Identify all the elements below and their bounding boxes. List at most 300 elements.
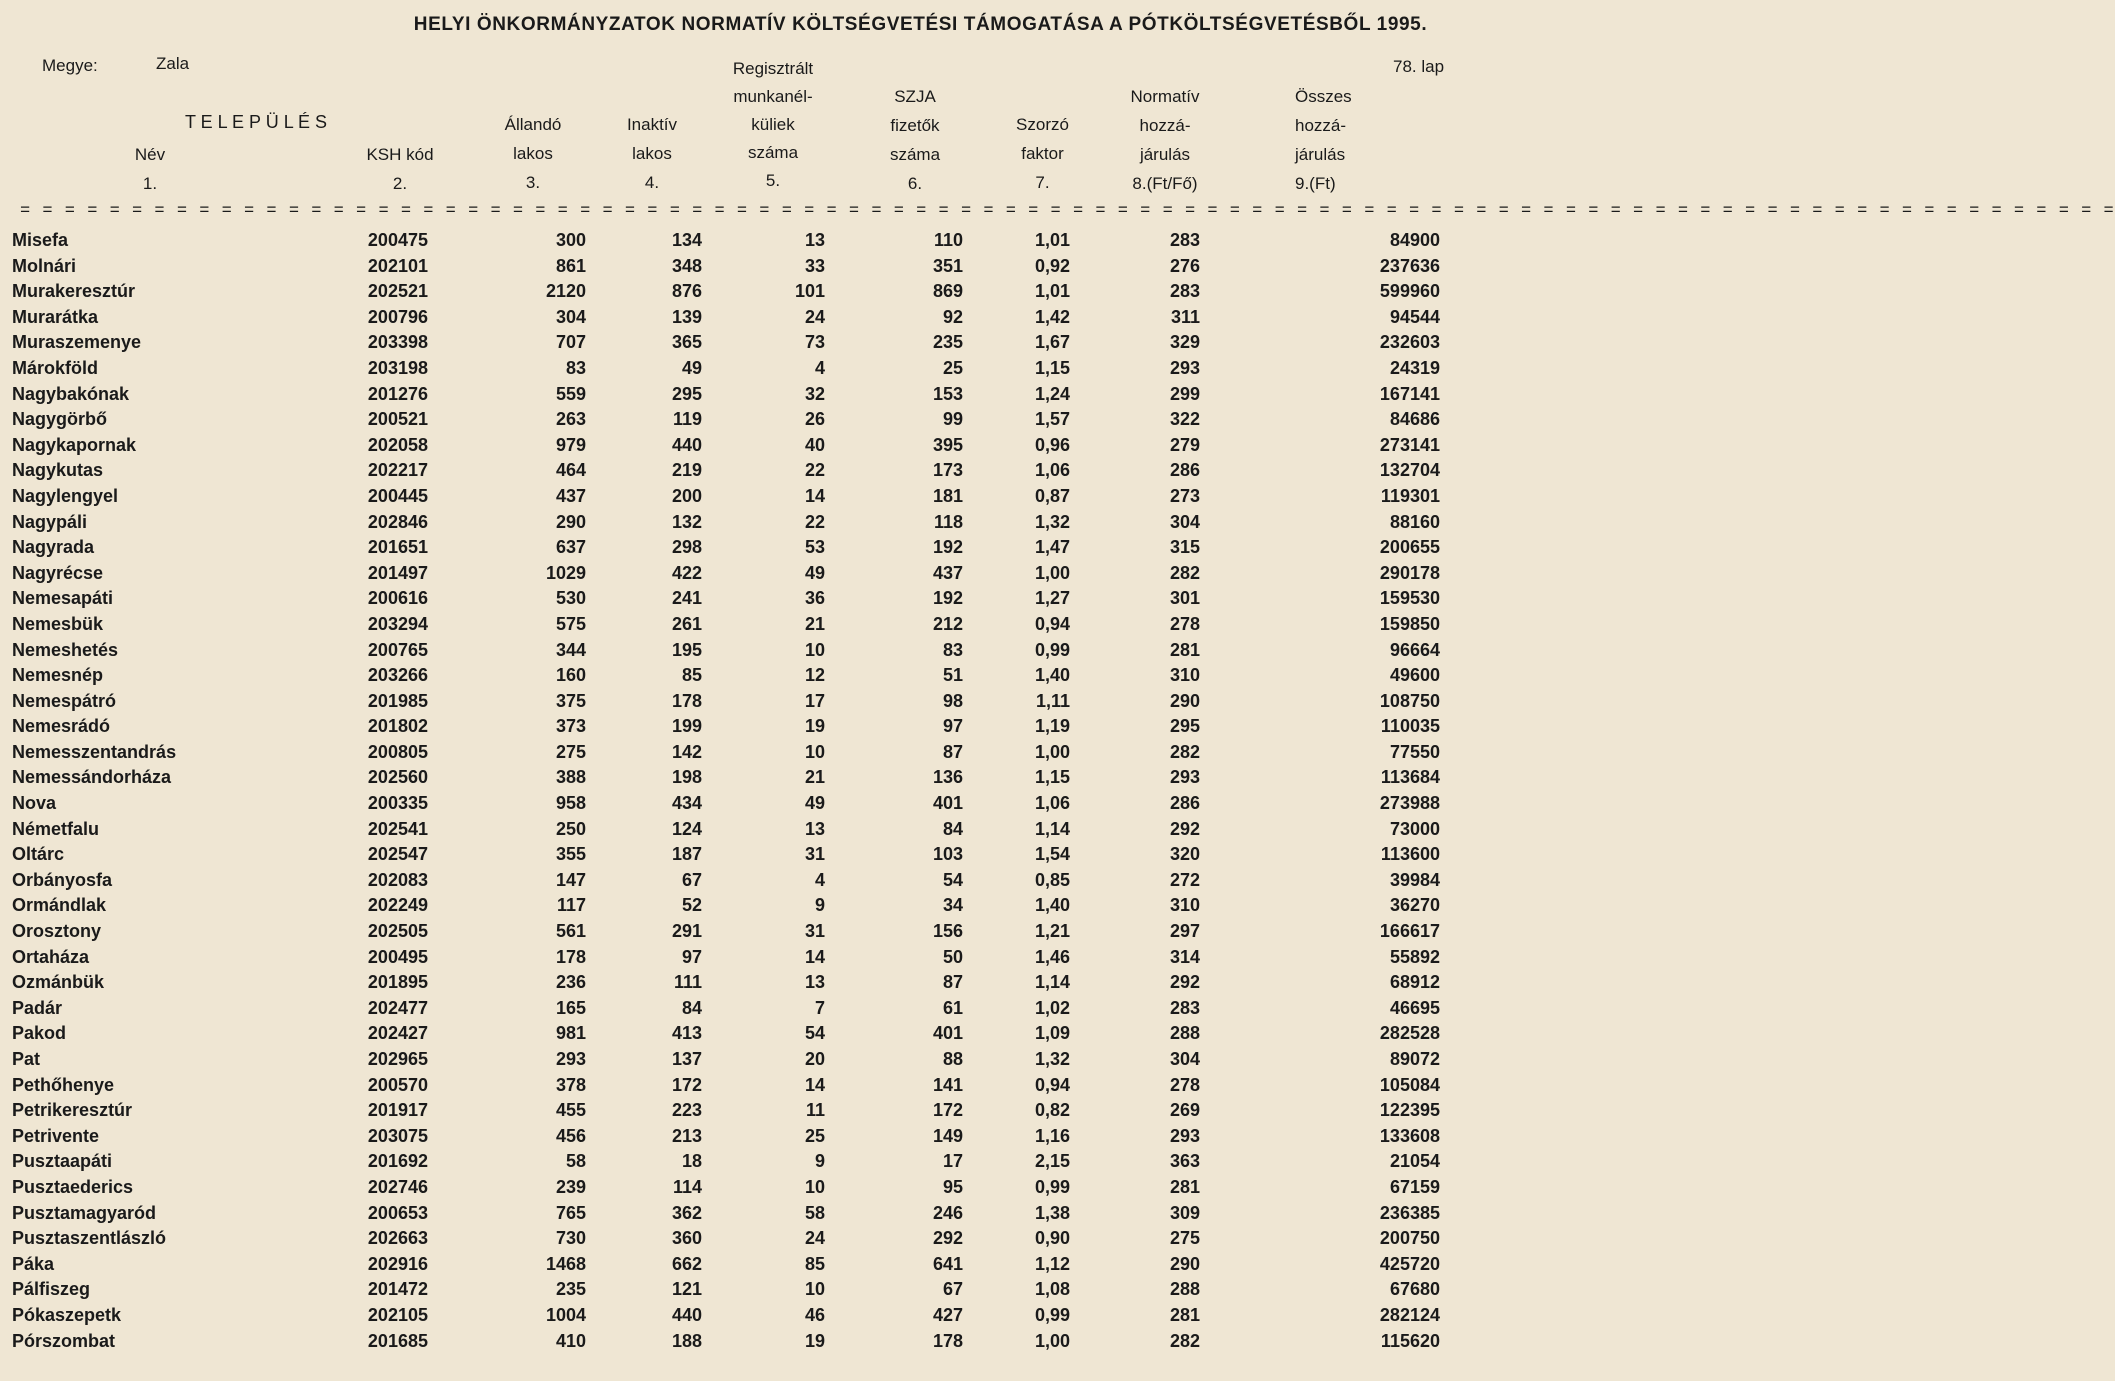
cell-ossz: 232603 — [1379, 332, 1440, 353]
cell-allando: 178 — [555, 946, 586, 967]
table-row — [0, 1254, 1571, 1280]
cell-norm: 292 — [1169, 972, 1200, 993]
cell-szorzo: 1,67 — [1034, 332, 1070, 353]
cell-name: Pusztamagyaród — [12, 1202, 157, 1223]
cell-szorzo: 1,32 — [1034, 511, 1070, 532]
cell-inaktiv: 200 — [671, 485, 702, 506]
table-row — [0, 1075, 1571, 1101]
table-row — [0, 998, 1571, 1024]
cell-norm: 293 — [1169, 357, 1200, 378]
cell-szorzo: 1,38 — [1034, 1202, 1070, 1223]
cell-norm: 283 — [1169, 997, 1200, 1018]
cell-ksh: 201895 — [367, 972, 428, 993]
cell-szorzo: 0,87 — [1034, 485, 1070, 506]
cell-szja: 141 — [932, 1074, 963, 1095]
table-row — [0, 870, 1571, 896]
header-nev: Név 1. — [134, 145, 166, 193]
cell-norm: 310 — [1169, 665, 1200, 686]
cell-szorzo: 0,99 — [1034, 1176, 1070, 1197]
cell-ksh: 202916 — [367, 1253, 428, 1274]
cell-munk: 26 — [804, 409, 825, 430]
cell-inaktiv: 137 — [671, 1049, 702, 1069]
cell-szorzo: 1,06 — [1034, 793, 1070, 814]
cell-ossz: 133608 — [1379, 1125, 1440, 1146]
cell-munk: 24 — [804, 306, 825, 327]
page-title: HELYI ÖNKORMÁNYZATOK NORMATÍV KÖLTSÉGVETÉSI TÁMOGATÁSA A PÓTKÖLTSÉGVETÉSBŐL 1995. — [413, 14, 1428, 35]
cell-szorzo: 0,82 — [1034, 1100, 1070, 1121]
cell-munk: 10 — [804, 741, 825, 762]
cell-ksh: 203075 — [367, 1125, 428, 1146]
cell-name: Orosztony — [12, 921, 102, 942]
cell-norm: 314 — [1169, 946, 1200, 967]
cell-name: Oltárc — [12, 844, 65, 865]
cell-munk: 4 — [814, 869, 825, 890]
cell-inaktiv: 440 — [671, 434, 702, 455]
cell-allando: 293 — [555, 1049, 586, 1069]
cell-munk: 46 — [804, 1304, 825, 1325]
cell-norm: 281 — [1169, 1176, 1200, 1197]
cell-munk: 54 — [804, 1023, 825, 1044]
cell-szja: 178 — [932, 1330, 963, 1351]
cell-ossz: 36270 — [1389, 895, 1440, 916]
cell-ossz: 21054 — [1389, 1151, 1440, 1172]
table-row — [0, 588, 1571, 614]
cell-ossz: 96664 — [1389, 639, 1440, 660]
cell-szorzo: 0,94 — [1034, 1074, 1070, 1095]
cell-norm: 276 — [1169, 255, 1200, 276]
table-row — [0, 537, 1571, 563]
cell-munk: 20 — [804, 1049, 825, 1069]
cell-szja: 84 — [942, 818, 963, 839]
cell-name: Pókaszepetk — [12, 1304, 122, 1325]
cell-norm: 283 — [1169, 281, 1200, 302]
cell-ossz: 49600 — [1389, 665, 1440, 686]
cell-munk: 22 — [804, 511, 825, 532]
cell-szorzo: 1,15 — [1034, 767, 1070, 788]
cell-allando: 559 — [555, 383, 586, 404]
cell-szja: 437 — [932, 562, 963, 583]
cell-allando: 263 — [555, 409, 586, 430]
cell-munk: 33 — [804, 255, 825, 276]
cell-munk: 11 — [805, 1100, 825, 1121]
cell-inaktiv: 223 — [671, 1100, 702, 1121]
cell-szja: 99 — [942, 409, 963, 430]
cell-norm: 282 — [1169, 562, 1200, 583]
cell-munk: 24 — [804, 1228, 825, 1249]
cell-szja: 401 — [932, 793, 963, 814]
cell-ossz: 119301 — [1380, 485, 1440, 506]
cell-szorzo: 1,11 — [1035, 690, 1070, 711]
cell-ksh: 203198 — [367, 357, 428, 378]
cell-ossz: 115620 — [1380, 1330, 1440, 1351]
cell-munk: 19 — [804, 1330, 825, 1351]
cell-ksh: 202560 — [367, 767, 428, 788]
cell-szorzo: 1,47 — [1034, 537, 1070, 558]
cell-inaktiv: 178 — [671, 690, 702, 711]
header-allando: Állandó lakos 3. — [504, 115, 562, 192]
cell-szorzo: 0,96 — [1034, 434, 1070, 455]
cell-norm: 281 — [1169, 1304, 1200, 1325]
cell-szorzo: 1,14 — [1034, 818, 1070, 839]
cell-szja: 103 — [932, 844, 963, 865]
cell-ossz: 167141 — [1379, 383, 1440, 404]
cell-ossz: 200655 — [1379, 537, 1440, 558]
cell-munk: 22 — [804, 460, 825, 481]
table-row — [0, 307, 1571, 333]
cell-szja: 192 — [932, 588, 963, 609]
cell-ksh: 200335 — [367, 793, 428, 814]
cell-ossz: 105084 — [1379, 1074, 1440, 1095]
cell-szorzo: 0,99 — [1034, 1304, 1070, 1325]
cell-munk: 31 — [804, 844, 825, 865]
cell-allando: 344 — [555, 639, 586, 660]
cell-ksh: 202505 — [367, 921, 428, 942]
cell-ksh: 201651 — [367, 537, 428, 558]
cell-ksh: 202521 — [367, 281, 428, 302]
cell-name: Pusztaederics — [12, 1176, 134, 1197]
cell-name: Ozmánbük — [12, 972, 105, 993]
cell-inaktiv: 365 — [671, 332, 702, 353]
cell-allando: 437 — [555, 485, 586, 506]
cell-szorzo: 1,27 — [1034, 588, 1070, 609]
cell-szorzo: 1,00 — [1034, 1330, 1070, 1351]
cell-munk: 9 — [814, 895, 825, 916]
cell-szja: 153 — [932, 383, 963, 404]
cell-ksh: 203266 — [367, 665, 428, 686]
cell-ksh: 200616 — [367, 588, 428, 609]
cell-name: Páka — [12, 1253, 55, 1274]
cell-szja: 173 — [932, 460, 963, 481]
cell-allando: 375 — [555, 690, 586, 711]
page-number: 78. lap — [1393, 57, 1445, 76]
cell-allando: 147 — [555, 869, 586, 890]
cell-szja: 641 — [932, 1253, 963, 1274]
cell-ksh: 202547 — [367, 844, 428, 865]
cell-allando: 1029 — [545, 562, 586, 583]
cell-ossz: 84686 — [1389, 409, 1440, 430]
cell-ossz: 24319 — [1389, 357, 1440, 378]
cell-szja: 351 — [932, 255, 963, 276]
cell-inaktiv: 348 — [671, 255, 702, 276]
cell-allando: 410 — [555, 1330, 586, 1351]
cell-name: Pakod — [12, 1023, 67, 1044]
cell-name: Ortaháza — [12, 946, 90, 967]
table-row — [0, 230, 1571, 256]
cell-ksh: 202249 — [367, 895, 428, 916]
cell-szja: 172 — [932, 1100, 963, 1121]
table-row — [0, 1305, 1571, 1331]
cell-ksh: 200521 — [367, 409, 428, 430]
cell-norm: 295 — [1169, 716, 1200, 737]
cell-szja: 25 — [942, 357, 963, 378]
cell-norm: 301 — [1169, 588, 1200, 609]
cell-allando: 355 — [555, 844, 586, 865]
cell-name: Pusztaapáti — [12, 1151, 113, 1172]
cell-norm: 304 — [1169, 1049, 1200, 1069]
table-row — [0, 742, 1571, 768]
cell-szorzo: 1,32 — [1034, 1049, 1070, 1069]
cell-ossz: 122395 — [1379, 1100, 1440, 1121]
cell-szja: 192 — [932, 537, 963, 558]
cell-inaktiv: 139 — [671, 306, 702, 327]
cell-inaktiv: 49 — [681, 357, 702, 378]
cell-allando: 373 — [555, 716, 586, 737]
cell-allando: 239 — [555, 1176, 586, 1197]
cell-ksh: 200765 — [367, 639, 428, 660]
cell-ksh: 203398 — [367, 332, 428, 353]
cell-norm: 272 — [1169, 869, 1200, 890]
cell-name: Misefa — [12, 230, 69, 250]
cell-norm: 286 — [1169, 460, 1200, 481]
cell-ksh: 200445 — [367, 485, 428, 506]
table-row — [0, 256, 1571, 282]
cell-norm: 293 — [1169, 767, 1200, 788]
cell-szorzo: 1,40 — [1034, 895, 1070, 916]
cell-inaktiv: 85 — [681, 665, 702, 686]
cell-munk: 31 — [804, 921, 825, 942]
cell-name: Nagylengyel — [12, 485, 119, 506]
cell-norm: 363 — [1169, 1151, 1200, 1172]
cell-norm: 297 — [1169, 921, 1200, 942]
header-normativ: Normatív hozzá- járulás 8.(Ft/Fő) — [1130, 87, 1200, 193]
cell-allando: 275 — [555, 741, 586, 762]
cell-inaktiv: 111 — [673, 972, 702, 993]
cell-allando: 160 — [555, 665, 586, 686]
cell-ksh: 202541 — [367, 818, 428, 839]
cell-ossz: 108750 — [1379, 690, 1440, 711]
cell-name: Nagypáli — [12, 511, 88, 532]
cell-szorzo: 0,94 — [1034, 613, 1070, 634]
cell-szja: 50 — [942, 946, 963, 967]
cell-szorzo: 0,92 — [1034, 255, 1070, 276]
table-row — [0, 895, 1571, 921]
cell-inaktiv: 199 — [671, 716, 702, 737]
cell-norm: 290 — [1169, 690, 1200, 711]
cell-ksh: 202101 — [367, 255, 428, 276]
cell-norm: 269 — [1169, 1100, 1200, 1121]
cell-inaktiv: 413 — [671, 1023, 702, 1044]
cell-ksh: 202105 — [367, 1304, 428, 1325]
table-row — [0, 563, 1571, 589]
cell-ossz: 89072 — [1389, 1049, 1440, 1069]
cell-allando: 1468 — [545, 1253, 586, 1274]
table-row — [0, 793, 1571, 819]
table-row — [0, 358, 1571, 384]
table-row — [0, 1126, 1571, 1152]
cell-name: Orbányosfa — [12, 869, 113, 890]
cell-szja: 51 — [942, 665, 963, 686]
cell-szorzo: 1,12 — [1034, 1253, 1070, 1274]
cell-name: Pórszombat — [12, 1330, 116, 1351]
cell-allando: 456 — [555, 1125, 586, 1146]
cell-szorzo: 1,09 — [1034, 1023, 1070, 1044]
cell-munk: 14 — [804, 485, 825, 506]
cell-allando: 235 — [555, 1279, 586, 1300]
header-osszes: Összes hozzá- járulás 9.(Ft) — [1295, 87, 1352, 193]
cell-norm: 279 — [1169, 434, 1200, 455]
table-row — [0, 1228, 1571, 1254]
cell-ossz: 282528 — [1379, 1023, 1440, 1044]
cell-allando: 765 — [555, 1202, 586, 1223]
table-row — [0, 819, 1571, 845]
cell-allando: 707 — [555, 332, 586, 353]
cell-ksh: 202477 — [367, 997, 428, 1018]
cell-szja: 110 — [933, 230, 963, 250]
cell-allando: 165 — [555, 997, 586, 1018]
cell-inaktiv: 67 — [681, 869, 702, 890]
cell-name: Nemeshetés — [12, 639, 119, 660]
table-row — [0, 1177, 1571, 1203]
cell-ossz: 67159 — [1389, 1176, 1440, 1197]
header-inaktiv: Inaktív lakos 4. — [626, 115, 678, 192]
cell-szorzo: 1,16 — [1034, 1125, 1070, 1146]
cell-ksh: 202746 — [367, 1176, 428, 1197]
cell-norm: 286 — [1169, 793, 1200, 814]
cell-ossz: 282124 — [1379, 1304, 1440, 1325]
cell-norm: 292 — [1169, 818, 1200, 839]
cell-szorzo: 1,02 — [1034, 997, 1070, 1018]
cell-name: Nagykutas — [12, 460, 104, 481]
cell-ksh: 202058 — [367, 434, 428, 455]
cell-ksh: 200475 — [367, 230, 428, 250]
cell-szja: 17 — [942, 1151, 963, 1172]
cell-szja: 87 — [942, 741, 963, 762]
cell-norm: 275 — [1169, 1228, 1200, 1249]
cell-name: Pálfiszeg — [12, 1279, 91, 1300]
table-row — [0, 409, 1571, 435]
cell-ksh: 201685 — [367, 1330, 428, 1351]
cell-allando: 979 — [555, 434, 586, 455]
cell-munk: 13 — [804, 230, 825, 250]
cell-ksh: 200570 — [367, 1074, 428, 1095]
cell-szorzo: 1,06 — [1034, 460, 1070, 481]
cell-name: Ormándlak — [12, 895, 107, 916]
cell-allando: 730 — [555, 1228, 586, 1249]
cell-name: Márokföld — [12, 357, 99, 378]
cell-name: Nagyrada — [12, 537, 95, 558]
cell-munk: 53 — [804, 537, 825, 558]
cell-szorzo: 1,15 — [1034, 357, 1070, 378]
cell-norm: 278 — [1169, 1074, 1200, 1095]
cell-szja: 97 — [942, 716, 963, 737]
cell-ksh: 200805 — [367, 741, 428, 762]
cell-allando: 117 — [556, 895, 586, 916]
cell-norm: 288 — [1169, 1279, 1200, 1300]
cell-szorzo: 1,42 — [1034, 306, 1070, 327]
cell-allando: 2120 — [545, 281, 586, 302]
cell-inaktiv: 213 — [671, 1125, 702, 1146]
cell-ksh: 201917 — [367, 1100, 428, 1121]
cell-inaktiv: 876 — [671, 281, 702, 302]
cell-ksh: 201497 — [367, 562, 428, 583]
cell-szja: 395 — [932, 434, 963, 455]
cell-munk: 7 — [814, 997, 825, 1018]
cell-allando: 981 — [555, 1023, 586, 1044]
cell-norm: 311 — [1170, 306, 1200, 327]
cell-munk: 85 — [804, 1253, 825, 1274]
cell-munk: 58 — [804, 1202, 825, 1223]
cell-ossz: 39984 — [1389, 869, 1440, 890]
cell-norm: 329 — [1169, 332, 1200, 353]
cell-ksh: 202663 — [367, 1228, 428, 1249]
cell-inaktiv: 97 — [681, 946, 702, 967]
cell-szja: 149 — [932, 1125, 963, 1146]
cell-allando: 575 — [555, 613, 586, 634]
cell-name: Petrivente — [12, 1125, 100, 1146]
cell-inaktiv: 295 — [671, 383, 702, 404]
cell-ksh: 201802 — [367, 716, 428, 737]
cell-name: Pethőhenye — [12, 1074, 115, 1095]
cell-allando: 464 — [555, 460, 586, 481]
cell-inaktiv: 434 — [671, 793, 702, 814]
cell-norm: 310 — [1169, 895, 1200, 916]
cell-szorzo: 2,15 — [1034, 1151, 1070, 1172]
cell-allando: 637 — [555, 537, 586, 558]
cell-norm: 290 — [1169, 1253, 1200, 1274]
table-row — [0, 972, 1571, 998]
cell-szja: 136 — [932, 767, 963, 788]
cell-szja: 67 — [942, 1279, 963, 1300]
cell-inaktiv: 84 — [681, 997, 702, 1018]
cell-inaktiv: 52 — [681, 895, 702, 916]
cell-munk: 10 — [804, 639, 825, 660]
cell-inaktiv: 132 — [671, 511, 702, 532]
cell-ossz: 425720 — [1379, 1253, 1440, 1274]
cell-inaktiv: 360 — [671, 1228, 702, 1249]
table-row — [0, 1151, 1571, 1177]
cell-norm: 281 — [1169, 639, 1200, 660]
cell-inaktiv: 440 — [671, 1304, 702, 1325]
cell-name: Nemesnép — [12, 665, 104, 686]
cell-inaktiv: 121 — [671, 1279, 702, 1300]
county-value: Zala — [156, 54, 190, 73]
cell-inaktiv: 18 — [681, 1151, 702, 1172]
cell-ossz: 94544 — [1389, 306, 1440, 327]
cell-allando: 304 — [555, 306, 586, 327]
cell-szja: 235 — [932, 332, 963, 353]
table-row — [0, 716, 1571, 742]
cell-name: Petrikeresztúr — [12, 1100, 133, 1121]
cell-allando: 290 — [555, 511, 586, 532]
cell-name: Molnári — [12, 255, 77, 276]
cell-szorzo: 1,14 — [1034, 972, 1070, 993]
cell-ossz: 46695 — [1389, 997, 1440, 1018]
county-label: Megye: — [42, 56, 98, 75]
cell-norm: 309 — [1169, 1202, 1200, 1223]
cell-ksh: 203294 — [367, 613, 428, 634]
cell-norm: 322 — [1169, 409, 1200, 430]
cell-inaktiv: 188 — [671, 1330, 702, 1351]
cell-inaktiv: 124 — [671, 818, 702, 839]
cell-name: Murakeresztúr — [12, 281, 136, 302]
table-row — [0, 1331, 1571, 1357]
cell-munk: 13 — [804, 972, 825, 993]
table-body — [0, 230, 1571, 1356]
table-row — [0, 1203, 1571, 1229]
cell-norm: 273 — [1169, 485, 1200, 506]
cell-szja: 156 — [932, 921, 963, 942]
cell-norm: 278 — [1169, 613, 1200, 634]
cell-ksh: 201472 — [367, 1279, 428, 1300]
header-szorzo: Szorzó faktor 7. — [1016, 115, 1069, 192]
cell-ksh: 200653 — [367, 1202, 428, 1223]
cell-szja: 401 — [932, 1023, 963, 1044]
cell-inaktiv: 172 — [671, 1074, 702, 1095]
cell-munk: 101 — [794, 281, 825, 302]
cell-allando: 861 — [555, 255, 586, 276]
cell-szja: 61 — [942, 997, 963, 1018]
cell-norm: 299 — [1169, 383, 1200, 404]
